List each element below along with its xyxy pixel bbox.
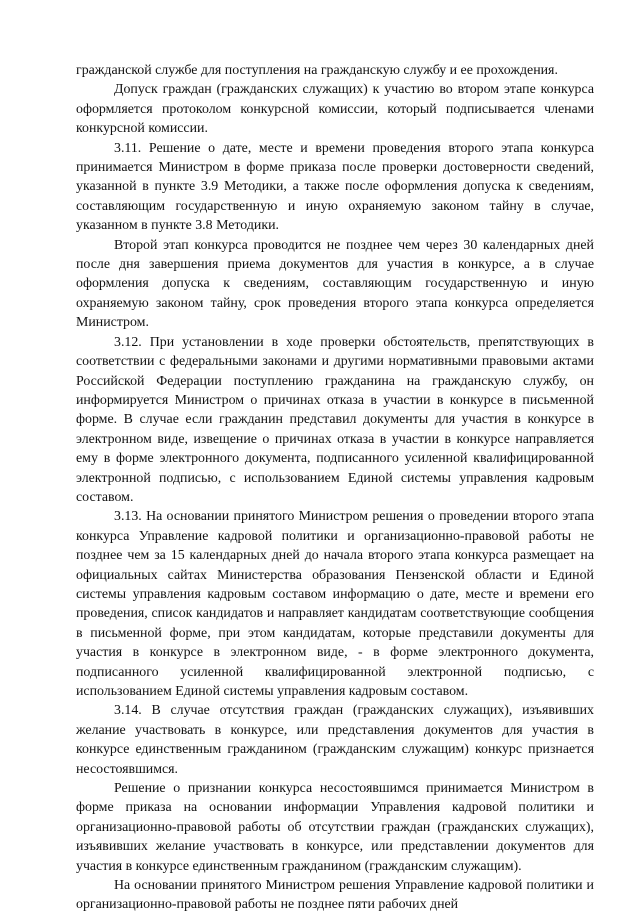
paragraph-3-14: 3.14. В случае отсутствия граждан (гражданских служащих), изъявивших желание участвовать в конкурсе, или представления документов для участия в конкурсе единственным гражданином (гражданским служащим) конкурс признается несостоявшимся.	[76, 703, 594, 777]
paragraph-second-stage-deadline: Второй этап конкурса проводится не позднее чем через 30 календарных дней после дня завершения приема документов для участия в конкурсе, а в случае оформления допуска к сведениям, составляющим государственную и иную охраняемую законом тайну, срок проведения второго этапа конкурса определяется Министром.	[76, 237, 594, 331]
paragraph-3-11: 3.11. Решение о дате, месте и времени проведения второго этапа конкурса принимается Министром в форме приказа после проверки достоверности сведений, указанной в пункте 3.9 Методики, а также после оформления допуска к сведениям, составляющим государственную и иную охраняемую законом тайну в случае, указанном в пункте 3.8 Методики.	[76, 140, 594, 234]
document-page	[76, 61, 594, 915]
paragraph-continuation: гражданской службе для поступления на гражданскую службу и ее прохождения.	[76, 63, 558, 78]
paragraph-admission-protocol: Допуск граждан (гражданских служащих) к участию во втором этапе конкурса оформляется протоколом конкурсной комиссии, который подписывается членами конкурсной комиссии.	[76, 82, 594, 137]
paragraph-failed-contest-decision: Решение о признании конкурса несостоявшимся принимается Министром в форме приказа на основании информации Управления кадровой политики и организационно-правовой работы об отсутствии граждан (гражданских служащих), изъявивших желание участвовать в конкурсе, или представлении документов для участия в конкурсе единственным гражданином (гражданским служащим).	[76, 781, 594, 874]
paragraph-3-13: 3.13. На основании принятого Министром решения о проведении второго этапа конкурса Управление кадровой политики и организационно-правовой работы не позднее чем за 15 календарных дней до начала второго этапа конкурса размещает на официальных сайтах Министерства образования Пензенской области и Единой системы управления кадровым составом информацию о дате, месте и времени его проведения, список кандидатов и направляет кандидатам соответствующие сообщения в письменной форме, при этом кандидатам, которые представили документы для участия в конкурсе в электронном виде, - в форме электронного документа, подписанного усиленной квалифицированной электронной подписью, с использованием Единой системы управления кадровым составом.	[76, 509, 594, 699]
paragraph-final-truncated: На основании принятого Министром решения Управление кадровой политики и организационно-правовой работы не позднее пяти рабочих дней	[76, 878, 594, 913]
paragraph-3-12: 3.12. При установлении в ходе проверки обстоятельств, препятствующих в соответствии с федеральными законами и другими нормативными правовыми актами Российской Федерации поступлению гражданина на гражданскую службу, он информируется Министром о причинах отказа в участии в конкурсе в письменной форме. В случае если гражданин представил документы для участия в конкурсе в электронном виде, извещение о причинах отказа в участии в конкурсе направляется ему в форме электронного документа, подписанного усиленной квалифицированной электронной подписью, с использованием Единой системы управления кадровым составом.	[76, 334, 594, 505]
